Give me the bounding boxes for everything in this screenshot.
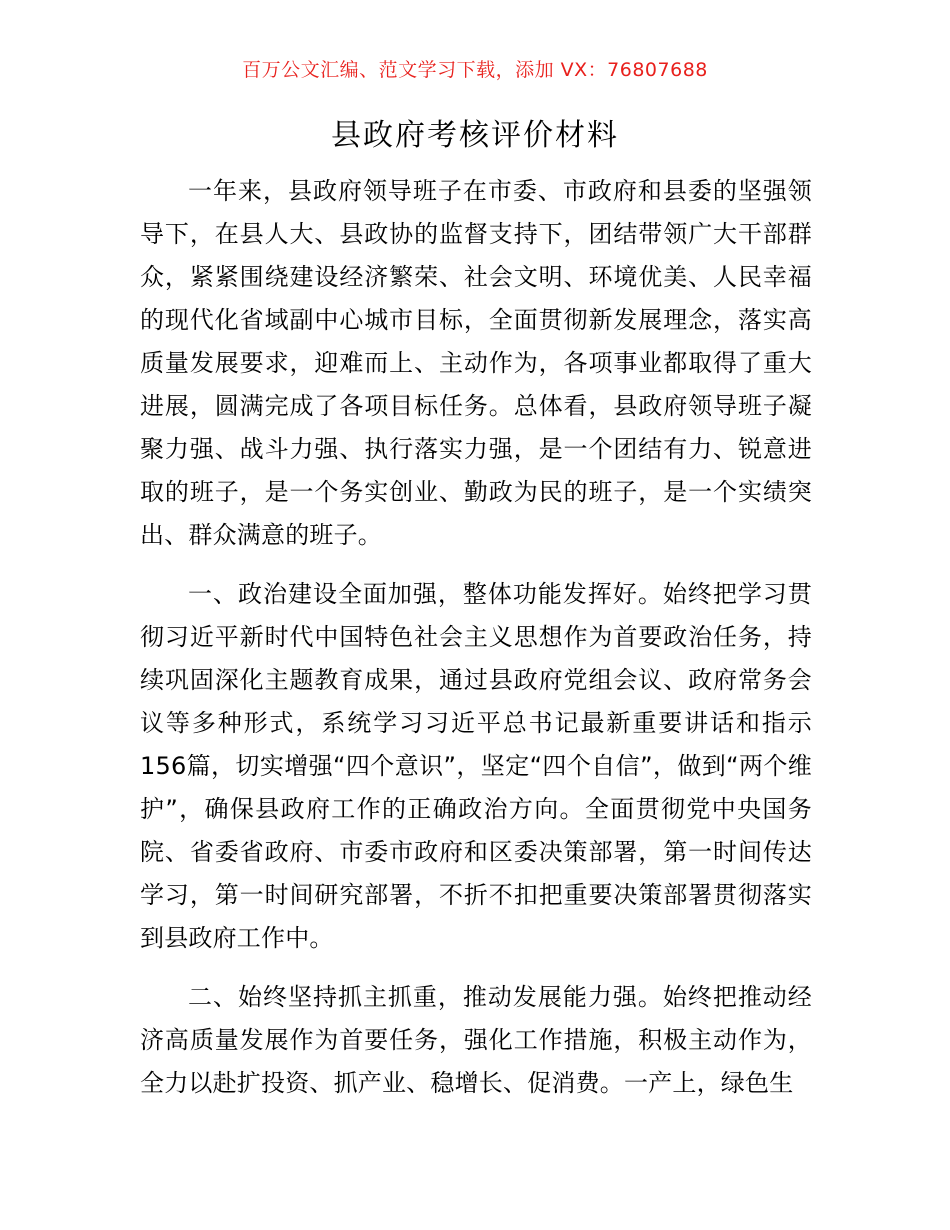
paragraph-development: 二、始终坚持抓主抓重，推动发展能力强。始终把推动经济高质量发展作为首要任务，强化工作措施，积极主动作为，全力以赴扩投资、抓产业、稳增长、促消费。一产上，绿色生 <box>140 983 812 1097</box>
document-title: 县政府考核评价材料 <box>331 118 619 153</box>
document-body <box>140 170 812 1105</box>
download-banner: 百万公文汇编、范文学习下载，添加 VX：76807688 <box>242 59 708 81</box>
paragraph-political-building: 一、政治建设全面加强，整体功能发挥好。始终把学习贯彻习近平新时代中国特色社会主义思想作为首要政治任务，持续巩固深化主题教育成果，通过县政府党组会议、政府常务会议等多种形式，系统学习习近平总书记最新重要讲话和指示156篇，切实增强“四个意识”，坚定“四个自信”，做到“两个维护”，确保县政府工作的正确政治方向。全面贯彻党中央国务院、省委省政府、市委市政府和区委决策部署，第一时间传达学习，第一时间研究部署，不折不扣把重要决策部署贯彻落实到县政府工作中。 <box>140 580 812 952</box>
paragraph-intro: 一年来，县政府领导班子在市委、市政府和县委的坚强领导下，在县人大、县政协的监督支持下，团结带领广大干部群众，紧紧围绕建设经济繁荣、社会文明、环境优美、人民幸福的现代化省域副中心城市目标，全面贯彻新发展理念，落实高质量发展要求，迎难而上、主动作为，各项事业都取得了重大进展，圆满完成了各项目标任务。总体看，县政府领导班子凝聚力强、战斗力强、执行落实力强，是一个团结有力、锐意进取的班子，是一个务实创业、勤政为民的班子，是一个实绩突出、群众满意的班子。 <box>140 177 812 549</box>
